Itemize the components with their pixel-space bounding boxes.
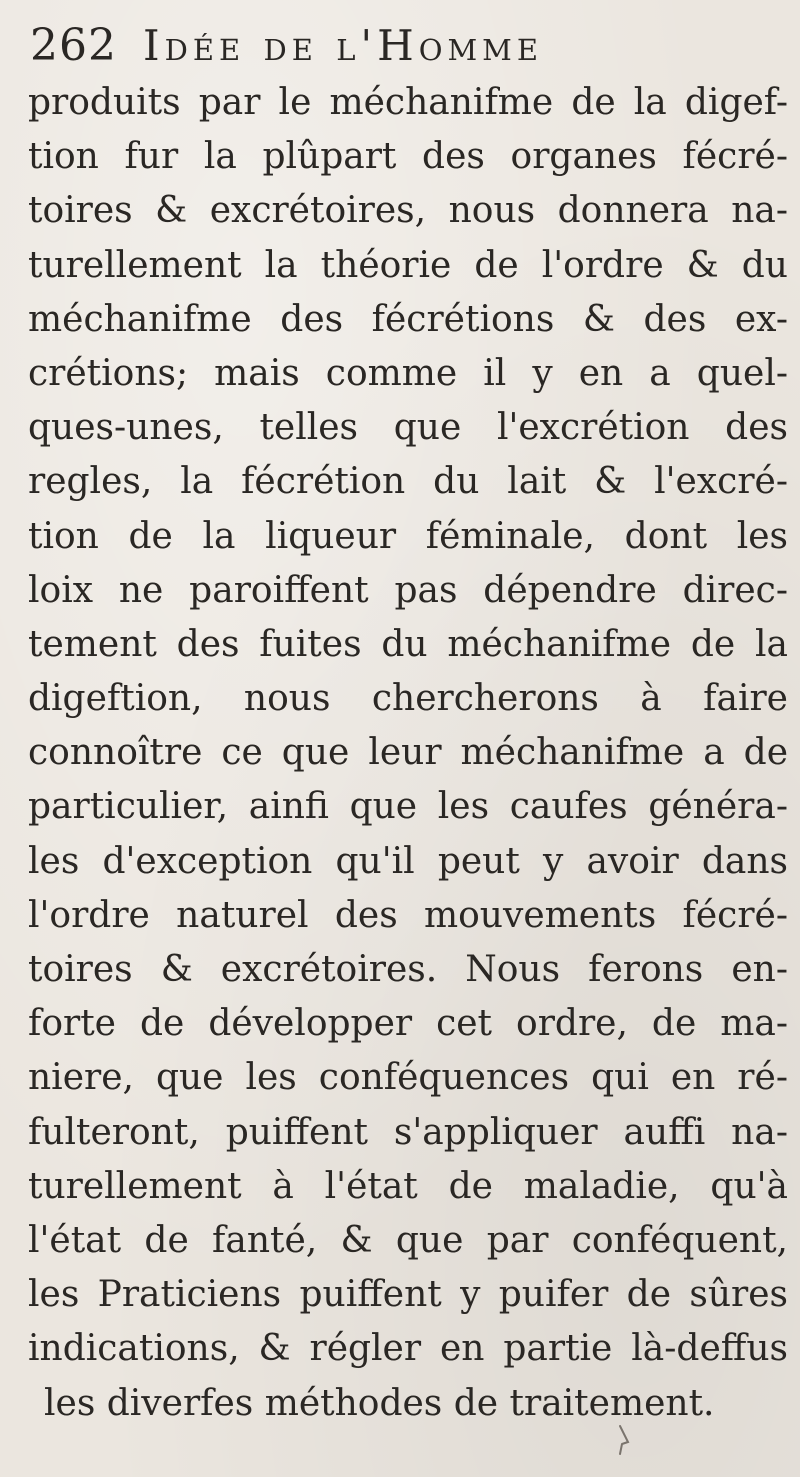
text-line: les d'exception qu'il peut y avoir dans <box>28 840 788 882</box>
text-line: les Praticiens puiffent y puifer de sûres <box>28 1274 788 1316</box>
text-line: forte de développer cet ordre, de ma- <box>28 1003 788 1045</box>
text-line: regles, la fécrétion du lait & l'excré- <box>28 461 788 503</box>
text-line: loix ne paroiffent pas dépendre direc- <box>28 569 788 611</box>
body-text <box>28 76 788 1431</box>
text-line: ques-unes, telles que l'excrétion des <box>28 407 788 449</box>
text-line: toires & excrétoires, nous donnera na- <box>28 190 788 232</box>
text-line: digeftion, nous chercherons à faire <box>28 678 788 720</box>
text-line: toires & excrétoires. Nous ferons en- <box>28 949 788 990</box>
text-line: tion fur la plûpart des organes fécré- <box>28 136 788 178</box>
text-line: turellement la théorie de l'ordre & du <box>28 244 788 286</box>
text-line: turellement à l'état de maladie, qu'à <box>28 1165 788 1207</box>
text-line: indications, & régler en partie là-deffus <box>28 1328 788 1370</box>
text-line: connoître ce que leur méchanifme a de <box>28 732 788 774</box>
text-line: l'ordre naturel des mouvements fécré- <box>28 894 788 936</box>
text-line: particulier, ainfi que les caufes généra- <box>28 786 788 828</box>
text-line: l'état de fanté, & que par conféquent, <box>28 1219 788 1261</box>
text-line: fulteront, puiffent s'appliquer auffi na- <box>28 1111 788 1153</box>
text-line: niere, que les conféquences qui en ré- <box>28 1057 788 1099</box>
page-blemish <box>612 1420 642 1460</box>
text-line: les diverfes méthodes de traitement. <box>44 1382 715 1424</box>
text-line: tement des fuites du méchanifme de la <box>28 623 788 665</box>
running-head: Idée de l'Homme <box>142 21 544 70</box>
text-line: crétions; mais comme il y en a quel- <box>28 352 788 394</box>
text-line: méchanifme des fécrétions & des ex- <box>28 298 788 340</box>
text-line: produits par le méchanifme de la digef- <box>28 82 788 123</box>
text-line: tion de la liqueur féminale, dont les <box>28 515 788 557</box>
page-header <box>30 20 543 80</box>
page-number: 262 <box>30 20 117 71</box>
